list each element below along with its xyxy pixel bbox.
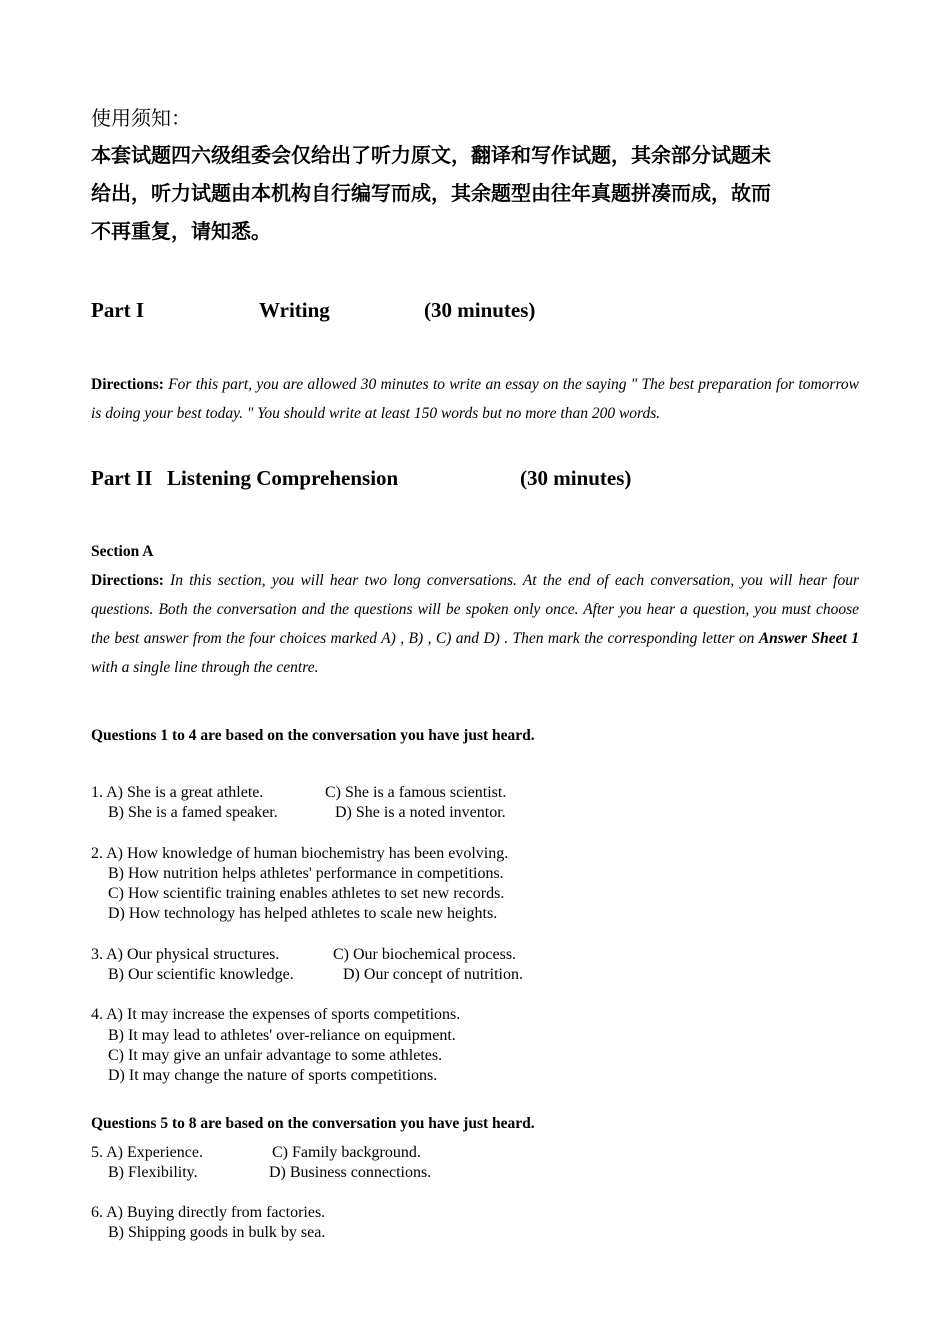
q2-option-a: 2. A) How knowledge of human biochemistry has been evolving.: [91, 844, 509, 862]
q4-option-d: D) It may change the nature of sports competitions.: [108, 1067, 438, 1085]
part1-name: Writing: [259, 298, 330, 322]
q5-option-c: C) Family background.: [272, 1143, 421, 1161]
part2-directions-text-1: In this section, you will hear two long conversations. At the end of each conversation, you will hear four questions. Both the conversation and the questions will be spoken only once. After you hear a question, you must choose the best answer from the four choices marked A) , B) , C) and D) . Then mark the corresponding letter on: [91, 572, 860, 647]
q1-option-a: 1. A) She is a great athlete.: [91, 784, 264, 801]
q5-option-d: D) Business connections.: [269, 1163, 432, 1181]
q4-option-a: 4. A) It may increase the expenses of sports competitions.: [91, 1006, 461, 1024]
part1-directions: [91, 370, 859, 428]
question-4: [91, 1005, 859, 1086]
q3-option-d: D) Our concept of nutrition.: [343, 966, 523, 984]
section-a-title: Section A: [91, 543, 154, 560]
q1-option-d: D) She is a noted inventor.: [335, 804, 506, 822]
part1-heading: [91, 296, 859, 324]
q6-option-a: 6. A) Buying directly from factories.: [91, 1204, 326, 1222]
notice-line-3: 不再重复，请知悉。: [91, 219, 271, 243]
part2-time: (30 minutes): [520, 466, 632, 490]
part2-directions: [91, 566, 859, 682]
part2-directions-label: Directions:: [91, 572, 164, 589]
q5-option-a: 5. A) Experience.: [91, 1143, 203, 1161]
part2-heading: [91, 464, 859, 492]
document-page: [91, 100, 859, 1244]
q4-option-b: B) It may lead to athletes' over-reliance on equipment.: [108, 1026, 456, 1044]
notice-line-1: 本套试题四六级组委会仅给出了听力原文，翻译和写作试题，其余部分试题未: [91, 143, 771, 167]
part1-label: Part I: [91, 298, 145, 322]
notice-body: [91, 136, 859, 250]
question-group-2-heading: Questions 5 to 8 are based on the conversation you have just heard.: [91, 1114, 535, 1132]
part2-directions-text-2: with a single line through the centre.: [91, 659, 319, 676]
q2-option-c: C) How scientific training enables athletes to set new records.: [108, 885, 505, 903]
part2-name: Listening Comprehension: [167, 466, 399, 490]
q4-option-c: C) It may give an unfair advantage to some athletes.: [108, 1046, 443, 1064]
q1-option-c: C) She is a famous scientist.: [325, 784, 507, 801]
question-group-1-heading: Questions 1 to 4 are based on the conversation you have just heard.: [91, 727, 535, 744]
question-3: [91, 945, 859, 986]
q2-option-b: B) How nutrition helps athletes' performance in competitions.: [108, 864, 504, 882]
part1-directions-label: Directions:: [91, 376, 164, 393]
answer-sheet-ref: Answer Sheet 1: [758, 630, 859, 647]
part1-directions-text: For this part, you are allowed 30 minutes to write an essay on the saying " The best preparation for tomorrow is doing your best today. " You should write at least 150 words but no more than 200 words.: [91, 376, 859, 422]
q6-option-b: B) Shipping goods in bulk by sea.: [108, 1224, 326, 1242]
q3-option-a: 3. A) Our physical structures.: [91, 945, 280, 963]
q1-option-b: B) She is a famed speaker.: [108, 804, 278, 822]
question-2: [91, 844, 859, 925]
question-1: [91, 783, 859, 824]
notice-title: 使用须知：: [91, 106, 191, 130]
question-5: [91, 1143, 859, 1184]
q5-option-b: B) Flexibility.: [108, 1163, 198, 1181]
q3-option-c: C) Our biochemical process.: [333, 945, 517, 963]
q3-option-b: B) Our scientific knowledge.: [108, 966, 294, 984]
q2-option-d: D) How technology has helped athletes to scale new heights.: [108, 905, 498, 923]
part2-label: Part II: [91, 466, 153, 490]
notice-line-2: 给出，听力试题由本机构自行编写而成，其余题型由往年真题拼凑而成，故而: [91, 181, 771, 205]
part1-time: (30 minutes): [424, 298, 536, 322]
question-6: [91, 1203, 859, 1244]
